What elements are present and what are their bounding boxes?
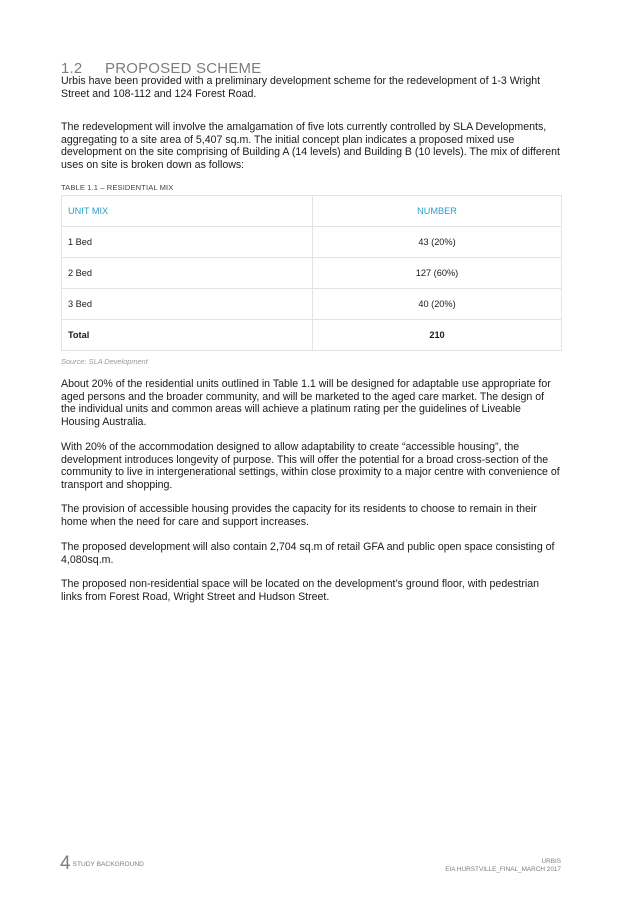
paragraph: The redevelopment will involve the amalgamation of five lots currently controlled by SLA Developments, aggregating to a site area of 5,407 sq.m. The initial concept plan indicates a proposed mixed use development on the site comprising of Building A (14 levels) and Building B (10 levels). The mix of different uses on site is broken down as follows: — [61, 121, 560, 171]
paragraph: About 20% of the residential units outlined in Table 1.1 will be designed for adaptable use appropriate for aged persons and the broader community, and will be marketed to the aged care market. The design of the individual units and common areas will achieve a platinum rating per the guidelines of Liveable Housing Australia. — [61, 378, 551, 428]
table-header-row — [62, 196, 562, 227]
section-title: PROPOSED SCHEME — [105, 60, 262, 77]
table-caption: TABLE 1.1 – RESIDENTIAL MIX — [61, 183, 174, 192]
table-total-row — [62, 320, 562, 351]
paragraph: Urbis have been provided with a preliminary development scheme for the redevelopment of 1-3 Wright Street and 108-112 and 124 Forest Road. — [61, 75, 541, 100]
paragraph: The provision of accessible housing provides the capacity for its residents to choose to remain in their home when the need for care and support increases. — [61, 503, 537, 528]
paragraph: The proposed development will also contain 2,704 sq.m of retail GFA and public open space consisting of 4,080sq.m. — [61, 541, 555, 566]
table-row — [62, 289, 562, 320]
page-footer-left — [60, 853, 144, 875]
residential-mix-table — [61, 195, 562, 351]
table-cell: 2 Bed — [62, 258, 313, 289]
paragraph: With 20% of the accommodation designed to allow adaptability to create “accessible housing”, the development introduces longevity of purpose. This will offer the potential for a broad cross-section of the community to live in intergenerational settings, within close proximity to a major centre with convenience of transport and shopping. — [61, 441, 560, 491]
table-cell: 1 Bed — [62, 227, 313, 258]
column-header-number: NUMBER — [313, 196, 562, 227]
footer-section-name: STUDY BACKGROUND — [72, 860, 144, 868]
footer-document-name: EIA HURSTVILLE_FINAL_MARCH 2017 — [445, 866, 561, 873]
table-cell: 43 (20%) — [313, 227, 562, 258]
column-header-unit-mix: UNIT MIX — [62, 196, 313, 227]
table-row — [62, 258, 562, 289]
table-cell: Total — [62, 320, 313, 351]
section-number: 1.2 — [61, 60, 83, 77]
table-cell: 40 (20%) — [313, 289, 562, 320]
table-row — [62, 227, 562, 258]
paragraph: The proposed non-residential space will be located on the development’s ground floor, with pedestrian links from Forest Road, Wright Street and Hudson Street. — [61, 578, 540, 603]
table-cell: 210 — [313, 320, 562, 351]
table-cell: 3 Bed — [62, 289, 313, 320]
page-number: 4 — [60, 853, 71, 874]
table-source: Source: SLA Development — [61, 357, 148, 366]
table-cell: 127 (60%) — [313, 258, 562, 289]
page-footer-right — [445, 858, 561, 874]
footer-company: URBIS — [541, 858, 561, 865]
